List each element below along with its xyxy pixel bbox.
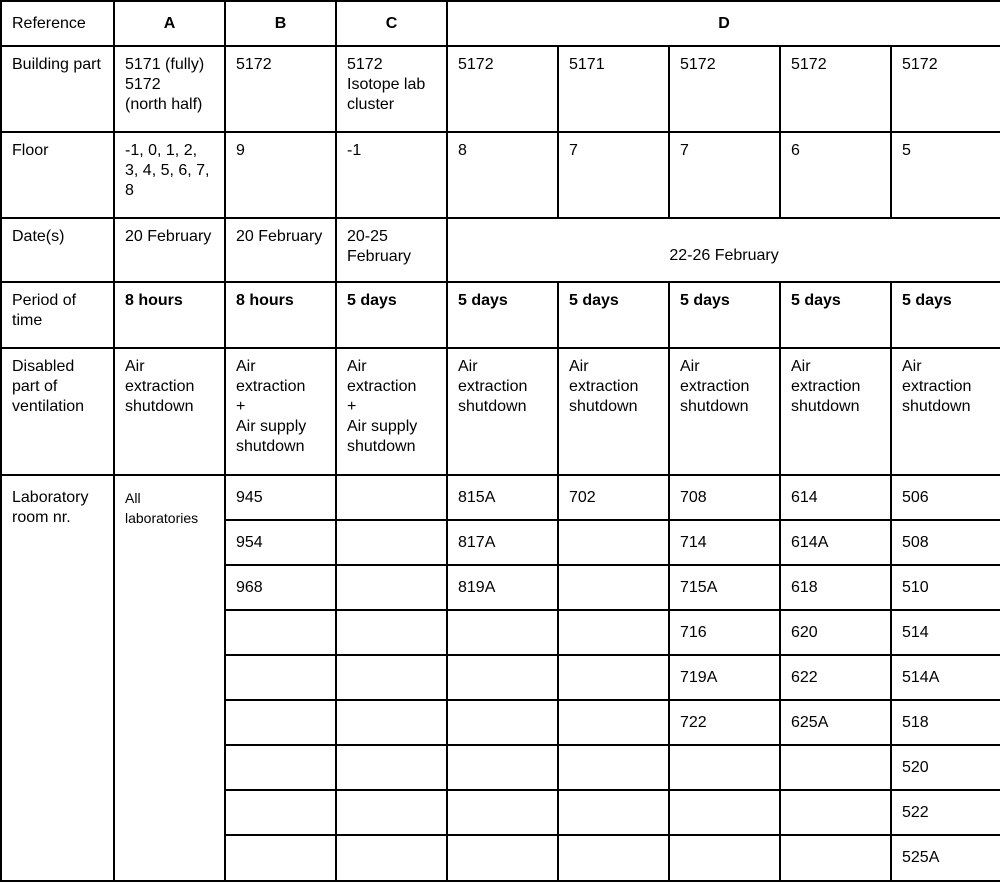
lab-room-cell (336, 835, 447, 881)
disabled-d2: Air extraction shutdown (558, 348, 669, 475)
building-part-d3: 5172 (669, 46, 780, 132)
lab-room-cell (447, 835, 558, 881)
building-part-c: 5172 Isotope lab cluster (336, 46, 447, 132)
lab-room-cell: 510 (891, 565, 1000, 610)
lab-room-cell (336, 610, 447, 655)
lab-room-cell (225, 610, 336, 655)
lab-room-cell: 620 (780, 610, 891, 655)
floor-row (1, 132, 1000, 218)
lab-room-cell (447, 745, 558, 790)
lab-room-row (1, 475, 1000, 520)
lab-room-cell: 618 (780, 565, 891, 610)
disabled-a: Air extraction shutdown (114, 348, 225, 475)
floor-d1: 8 (447, 132, 558, 218)
lab-room-cell (558, 565, 669, 610)
period-a: 8 hours (114, 282, 225, 348)
lab-room-label: Laboratory room nr. (1, 475, 114, 881)
lab-room-cell (225, 835, 336, 881)
lab-room-cell (447, 655, 558, 700)
lab-room-cell (447, 610, 558, 655)
lab-room-cell: 522 (891, 790, 1000, 835)
floor-d4: 6 (780, 132, 891, 218)
lab-room-cell (225, 790, 336, 835)
lab-room-cell (336, 475, 447, 520)
lab-room-cell: 719A (669, 655, 780, 700)
lab-room-cell: 614A (780, 520, 891, 565)
header-row (1, 1, 1000, 46)
lab-room-cell (558, 745, 669, 790)
disabled-d3: Air extraction shutdown (669, 348, 780, 475)
lab-room-cell (558, 835, 669, 881)
lab-room-cell: 614 (780, 475, 891, 520)
dates-c: 20-25 February (336, 218, 447, 282)
building-part-d4: 5172 (780, 46, 891, 132)
lab-room-cell: 815A (447, 475, 558, 520)
period-d2: 5 days (558, 282, 669, 348)
period-label: Period of time (1, 282, 114, 348)
period-d3: 5 days (669, 282, 780, 348)
lab-room-cell (447, 790, 558, 835)
lab-room-cell (336, 700, 447, 745)
lab-room-cell (336, 790, 447, 835)
lab-room-cell (558, 520, 669, 565)
lab-room-cell: 622 (780, 655, 891, 700)
period-d5: 5 days (891, 282, 1000, 348)
floor-label: Floor (1, 132, 114, 218)
lab-room-cell (225, 655, 336, 700)
lab-room-cell (558, 655, 669, 700)
period-row (1, 282, 1000, 348)
lab-room-cell (336, 520, 447, 565)
lab-room-cell: 708 (669, 475, 780, 520)
building-part-row (1, 46, 1000, 132)
column-c-header: C (336, 1, 447, 46)
lab-room-cell (336, 745, 447, 790)
column-b-header: B (225, 1, 336, 46)
lab-room-cell: 954 (225, 520, 336, 565)
lab-room-cell (780, 835, 891, 881)
building-part-label: Building part (1, 46, 114, 132)
column-a-header: A (114, 1, 225, 46)
dates-b: 20 February (225, 218, 336, 282)
disabled-c: Air extraction + Air supply shutdown (336, 348, 447, 475)
dates-label: Date(s) (1, 218, 114, 282)
floor-c: -1 (336, 132, 447, 218)
lab-room-cell: 514A (891, 655, 1000, 700)
floor-d3: 7 (669, 132, 780, 218)
lab-room-cell (669, 835, 780, 881)
disabled-ventilation-row (1, 348, 1000, 475)
floor-b: 9 (225, 132, 336, 218)
floor-a: -1, 0, 1, 2, 3, 4, 5, 6, 7, 8 (114, 132, 225, 218)
building-part-d5: 5172 (891, 46, 1000, 132)
floor-d5: 5 (891, 132, 1000, 218)
building-part-d1: 5172 (447, 46, 558, 132)
lab-room-cell: 714 (669, 520, 780, 565)
period-b: 8 hours (225, 282, 336, 348)
dates-d: 22-26 February (447, 218, 1000, 282)
lab-room-cell (558, 790, 669, 835)
lab-room-cell (558, 610, 669, 655)
lab-room-cell: 722 (669, 700, 780, 745)
lab-room-cell: 625A (780, 700, 891, 745)
lab-room-cell: 525A (891, 835, 1000, 881)
lab-room-cell (336, 655, 447, 700)
lab-room-cell: 968 (225, 565, 336, 610)
period-c: 5 days (336, 282, 447, 348)
lab-room-cell: 506 (891, 475, 1000, 520)
lab-room-cell: 817A (447, 520, 558, 565)
lab-room-cell: 945 (225, 475, 336, 520)
building-part-d2: 5171 (558, 46, 669, 132)
lab-room-cell (225, 745, 336, 790)
lab-room-a: All laboratories (114, 475, 225, 881)
lab-room-cell (669, 790, 780, 835)
disabled-label: Disabled part of ventilation (1, 348, 114, 475)
disabled-d5: Air extraction shutdown (891, 348, 1000, 475)
disabled-d1: Air extraction shutdown (447, 348, 558, 475)
disabled-b: Air extraction + Air supply shutdown (225, 348, 336, 475)
lab-room-cell: 508 (891, 520, 1000, 565)
dates-row (1, 218, 1000, 282)
lab-room-cell: 520 (891, 745, 1000, 790)
lab-room-cell: 518 (891, 700, 1000, 745)
lab-room-cell (558, 700, 669, 745)
lab-room-cell (780, 745, 891, 790)
dates-a: 20 February (114, 218, 225, 282)
building-part-a: 5171 (fully) 5172 (north half) (114, 46, 225, 132)
column-d-header: D (447, 1, 1000, 46)
lab-room-cell: 819A (447, 565, 558, 610)
lab-room-cell (225, 700, 336, 745)
period-d1: 5 days (447, 282, 558, 348)
floor-d2: 7 (558, 132, 669, 218)
lab-room-cell: 514 (891, 610, 1000, 655)
lab-room-cell (447, 700, 558, 745)
disabled-d4: Air extraction shutdown (780, 348, 891, 475)
lab-room-cell: 716 (669, 610, 780, 655)
period-d4: 5 days (780, 282, 891, 348)
lab-room-cell (336, 565, 447, 610)
lab-room-cell (669, 745, 780, 790)
reference-label: Reference (1, 1, 114, 46)
lab-room-cell: 702 (558, 475, 669, 520)
lab-room-cell: 715A (669, 565, 780, 610)
building-part-b: 5172 (225, 46, 336, 132)
lab-room-cell (780, 790, 891, 835)
